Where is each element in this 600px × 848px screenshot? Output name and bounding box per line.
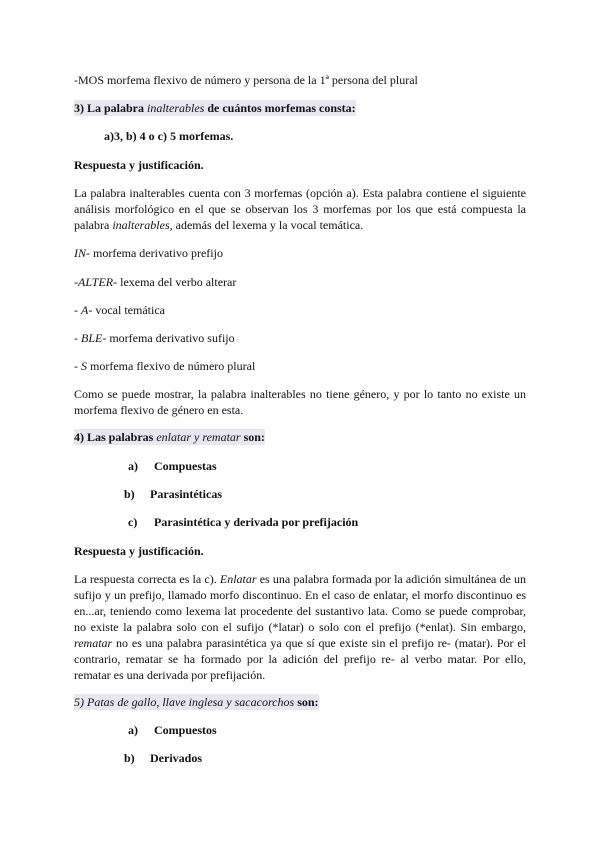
question-4-highlight (74, 429, 265, 445)
paragraph-analysis-word: inalterables, (112, 218, 173, 232)
response-title-1: Respuesta y justificación. (74, 158, 204, 172)
response-title-2: Respuesta y justificación. (74, 544, 204, 558)
morpheme-line-s (74, 358, 526, 374)
morpheme-prefix: - (74, 275, 78, 289)
question-3-highlight (74, 100, 356, 116)
question-4-suffix: son: (240, 430, 265, 444)
question-5-option-a (128, 722, 217, 738)
question-4-option-b (124, 486, 222, 502)
option-letter: a) (128, 459, 138, 473)
morpheme-desc: - morfema derivativo sufijo (102, 331, 235, 345)
morpheme-desc: morfema flexivo de número plural (87, 359, 256, 373)
question-3-options: a)3, b) 4 o c) 5 morfemas. (104, 129, 234, 143)
question-4-prefix: 4) Las palabras (74, 430, 157, 444)
question-5-highlight (74, 694, 319, 710)
paragraph-analysis-text: La palabra inalterables cuenta con 3 morfemas (opción a). Esta palabra contiene el siguiente análisis morfológico en el que se observan los 3 morfemas por los que está compuesta la palabra (74, 186, 526, 232)
morpheme-prefix: - (74, 359, 81, 373)
question-5-option-b (124, 750, 202, 766)
answer-4-word-enlatar: Enlatar (219, 572, 257, 586)
question-3-prefix: 3) La palabra (74, 101, 148, 115)
option-letter: c) (128, 515, 138, 529)
morpheme-desc: - morfema derivativo prefijo (86, 246, 223, 260)
question-5 (74, 694, 526, 710)
question-5-words: 5) Patas de gallo, llave inglesa y sacacorchos (74, 695, 295, 709)
question-5-suffix: son: (294, 695, 319, 709)
morpheme-term: S (81, 359, 87, 373)
option-text: Parasintética y derivada por prefijación (154, 515, 359, 529)
morpheme-line-ble (74, 330, 526, 346)
question-3 (74, 100, 526, 116)
option-text: Parasintéticas (150, 487, 222, 501)
paragraph-answer-4 (74, 571, 526, 683)
morpheme-prefix: - (74, 303, 81, 317)
answer-4-text-e: no es una palabra parasintética ya que sí que existe sin el prefijo re- (matar). Por el contrario, rematar se ha formado por la adición del prefijo re- al verbo matar. Por ello, rematar es una derivada por prefijación. (74, 636, 526, 682)
option-letter: a) (128, 723, 138, 737)
question-4-option-a (128, 458, 217, 474)
question-3-word: inalterables (147, 101, 205, 115)
morpheme-term: ALTER (78, 275, 114, 289)
option-text: Compuestos (154, 723, 217, 737)
morpheme-line-a (74, 302, 526, 318)
morpheme-mos-line: -MOS morfema flexivo de número y persona de la 1ª persona del plural (74, 73, 418, 87)
paragraph-analysis (74, 185, 526, 233)
answer-4-text-c: es una palabra formada por la adición simultánea de un sufijo y un prefijo, llamado morfo discontinuo. En el caso de enlatar, el morfo discontinuo es en...ar, teniendo como lexema lat procedente del sustantivo lata. Como se puede comprobar, no existe la palabra solo con el sufijo (*latar) o solo con el prefijo (*enlat). Sin embargo, (74, 572, 526, 634)
morpheme-desc: - vocal temática (88, 303, 165, 317)
morpheme-prefix: - (74, 331, 81, 345)
option-letter: b) (124, 751, 135, 765)
option-letter: b) (124, 487, 135, 501)
answer-4-text-a: La respuesta correcta es la c). (74, 572, 220, 586)
question-4 (74, 429, 526, 445)
morpheme-desc: - lexema del verbo alterar (113, 275, 237, 289)
question-3-suffix: de cuántos morfemas consta: (204, 101, 356, 115)
morpheme-term: BLE (81, 331, 103, 345)
option-text: Compuestas (154, 459, 217, 473)
morpheme-term: IN (74, 246, 86, 260)
paragraph-analysis-end: además del lexema y la vocal temática. (172, 218, 364, 232)
question-4-words: enlatar y rematar (156, 430, 241, 444)
morpheme-line-alter (74, 274, 526, 290)
paragraph-gender: Como se puede mostrar, la palabra inalterables no tiene género, y por lo tanto no existe un morfema flexivo de género en esta. (74, 387, 526, 417)
question-4-option-c (128, 514, 358, 530)
morpheme-line-in (74, 245, 526, 261)
option-text: Derivados (150, 751, 202, 765)
morpheme-term: A (81, 303, 89, 317)
answer-4-word-rematar: rematar (74, 636, 113, 650)
